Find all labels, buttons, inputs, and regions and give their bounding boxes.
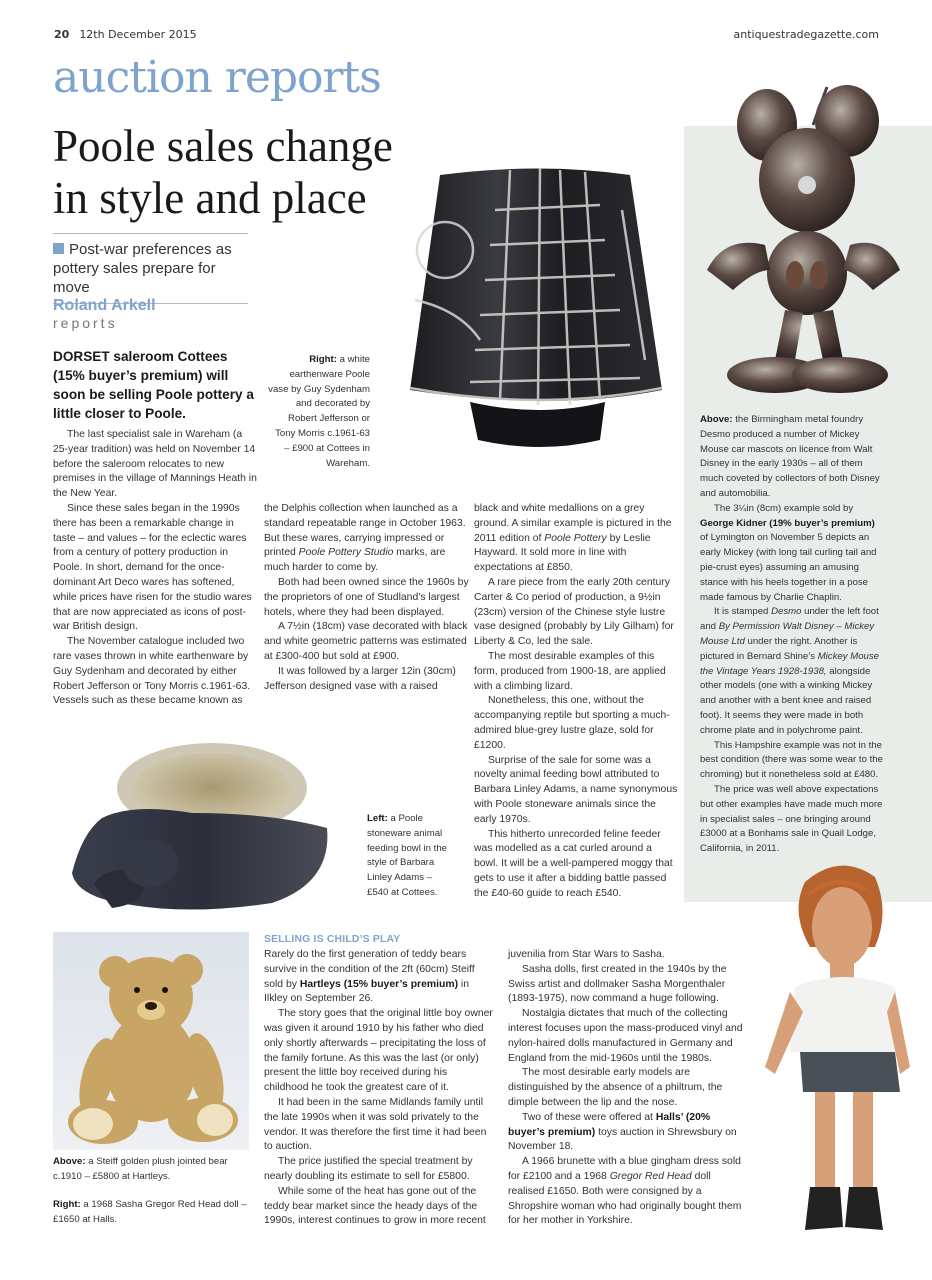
second-story-column-2: juvenilia from Star Wars to Sasha. Sasha dolls, first created in the 1940s by the Swiss artist and dollmaker Sasha Morgenthaler (1893-1975), now command a huge following. Nostalgia dictates that much of the collecting interest focuses upon the mass-produced vinyl and nylon-haired dolls manufactured in Germany and England from the mid-1960s until the 1980s. The most desirable early models are distinguished by the absence of a philtrum, the dimple between the lip and the nose. Two of these were offered at Halls’ (20% buyer’s premium) toys auction in Shrewsbury on November 18. A 1966 brunette with a blue gingham dress sold for £2100 and a 1968 Gregor Red Head doll realised £1650. Both were consigned by a Shropshire woman who had originally bought them for her mother in Yorkshire.: [508, 949, 743, 1227]
author-name: Roland Arkell: [53, 297, 156, 314]
bear-caption: Above: a Steiff golden plush jointed bear c.1910 – £5800 at Hartleys.: [53, 1156, 228, 1182]
headline: [53, 120, 433, 224]
teddy-bear-image: [53, 932, 249, 1150]
author-suffix: reports: [53, 315, 118, 331]
auction-house-hartleys: Hartleys (15% buyer’s premium): [299, 978, 459, 990]
page-number: 20: [54, 28, 70, 41]
folio: [54, 28, 197, 41]
byline: [53, 296, 156, 331]
square-bullet-icon: [53, 243, 64, 254]
doll-caption: Right: a 1968 Sasha Gregor Red Head doll – £1650 at Halls.: [53, 1199, 247, 1225]
mickey-caption: Above: the Birmingham metal foundry Desmo produced a number of Mickey Mouse car mascots on licence from Walt Disney in the early 1930s – all of them much coveted by collectors of both Disney and automobilia.: [700, 414, 880, 499]
vase-caption: Right: a white earthenware Poole vase by Guy Sydenham and decorated by Robert Jefferson or Tony Morris c.1961-63 – £900 at Cottees in Wareham.: [268, 354, 370, 469]
sidebar-story: Above: the Birmingham metal foundry Desmo produced a number of Mickey Mouse car mascots on licence from Walt Disney in the early 1930s – all of them much coveted by collectors of both Disney and automobilia. The 3¼in (8cm) example sold by George Kidner (19% buyer’s premium) of Lymington on November 5 depicts an early Mickey (with long tail curling tail and pie-crust eyes) assuming an amusing stance with his heels together in a pose made famous by Charlie Chaplin. It is stamped Desmo under the left foot and By Permission Walt Disney – Mickey Mouse Ltd under the right. Another is pictured in Bernard Shine’s Mickey Mouse the Vintage Years 1928-1938, alongside other models (one with a winking Mickey and another with a bent knee and raised foot). It seems they were made in both chrome plate and in polychrome paint. This Hampshire example was not in the best condition (there was some wear to the chroming) but it nonetheless sold at £480. The price was well above expectations but other examples have made much more in specialist sales – one bringing around £3000 at a Bonhams sale in Quail Lodge, California, in 2011.: [700, 413, 885, 857]
second-story-subhead: SELLING IS CHILD’S PLAY: [264, 934, 401, 945]
website-link[interactable]: antiquestradegazette.com: [733, 28, 879, 41]
bowl-caption: Left: a Poole stoneware animal feeding bowl in the style of Barbara Linley Adams – £540 at Cottees.: [367, 813, 448, 898]
article-column-2: the Delphis collection when launched as a standard repeatable range in October 1963. But these wares, carrying impressed or printed Poole Pottery Studio marks, are much harder to come by. Both had been owned since the 1960s by the proprietors of one of Studland’s largest hotels, where they had been displayed. A 7½in (18cm) vase decorated with black and white geometric patterns was estimated at £300-400 but sold at £900. It was followed by a larger 12in (30cm) Jefferson designed vase with a raised: [264, 503, 469, 692]
second-story-column-1: Rarely do the first generation of teddy bears survive in the condition of the 2ft (60cm) Steiff sold by Hartleys (15% buyer’s premium) in Ilkley on September 26. The story goes that the original little boy owner was given it around 1910 by his father who died only shortly afterwards – precipitating the loss of the family fortune. As this was the last (or only) present the little boy received during his childhood he took the greatest care of it. It had been in the same Midlands family until the late 1990s when it was sold privately to the vendor. It was therefore the first time it had been to auction. The price justified the special treatment by nearly doubling its estimate to sell for £5800. While some of the heat has gone out of the teddy bear market since the heady days of the 1990s, interest continues to grow in more recent: [264, 949, 493, 1227]
headline-line-2: in style and place: [53, 173, 367, 223]
issue-date: 12th December 2015: [79, 28, 197, 41]
auction-house-george-kidner: George Kidner (19% buyer’s premium): [700, 517, 875, 529]
intro-paragraph: DORSET saleroom Cottees (15% buyer’s premium) will soon be selling Poole pottery a little closer to Poole.: [53, 349, 254, 421]
mickey-mouse-mascot-image: [695, 85, 905, 405]
cat-feeding-bowl-image: [72, 733, 337, 913]
auction-house-halls: Halls’ (20% buyer’s premium): [508, 1111, 711, 1138]
sasha-doll-image: [745, 852, 925, 1237]
section-title: auction reports: [53, 52, 381, 103]
headline-line-1: Poole sales change: [53, 121, 393, 171]
standfirst: Post-war preferences as pottery sales prepare for move: [53, 233, 248, 304]
article-column-1: The last specialist sale in Wareham (a 25-year tradition) was held on November 14 before the saleroom relocates to new premises in the village of Mannings Heath in the New Year. Since these sales began in the 1990s there has been a remarkable change in taste – and values – for the eclectic wares from a century of pottery production in Poole. In short, demand for the once-dominant Art Deco wares has softened, while prices have risen for the studio wares that are now appreciated as icons of post-war British design. The November catalogue included two rare vases thrown in white earthenware by Guy Sydenham and decorated by either Robert Jefferson or Tony Morris c.1961-63. Vessels such as these became known as: [53, 429, 257, 707]
article-column-3: black and white medallions on a grey ground. A similar example is pictured in the 2011 edition of Poole Pottery by Leslie Hayward. It sold more in line with expectations at £850. A rare piece from the early 20th century Carter & Co period of production, a 9½in (23cm) version of the Chinese style lustre vase designed (probably by Lily Gilham) for Liberty & Co, led the sale. The most desirable examples of this form, produced from 1900-18, are applied with a climbing lizard. Nonetheless, this one, without the accompanying reptile but sporting a much-admired blue-grey lustre glaze, sold for £1200. Surprise of the sale for some was a novelty animal feeding bowl attributed to Barbara Linley Adams, a name synonymous with Poole stoneware animals since the early 1970s. This hitherto unrecorded feline feeder was modelled as a cat curled around a bowl. It will be a well-pampered moggy that gets to use it after a bidding battle passed the £40-60 guide to reach £540.: [474, 503, 678, 899]
poole-vase-image: [400, 150, 680, 455]
